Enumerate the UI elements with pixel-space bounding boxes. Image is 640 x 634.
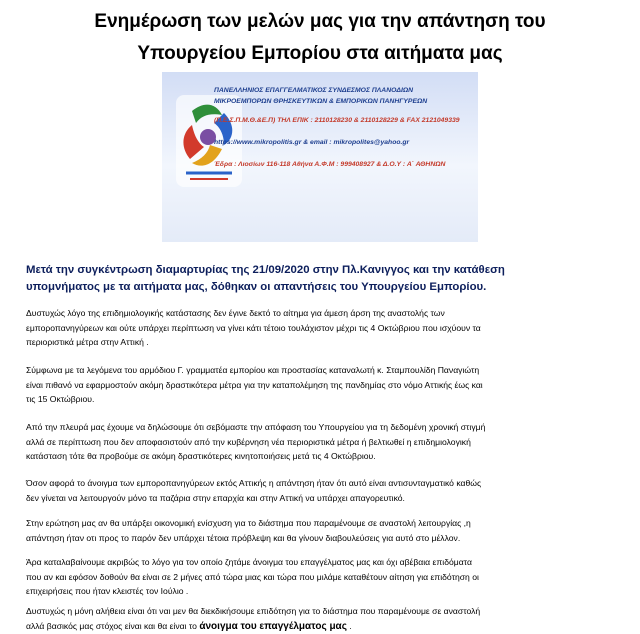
paragraph-3-line: κατάσταση τότε θα προβούμε σε ακόμη δραστικότερες κινητοποιήσεις μετά τις 4 Οκτώβριου. bbox=[26, 451, 376, 461]
paragraph-1-line: Δυστυχώς λόγο της επιδημιολογικής κατάστασης δεν έγινε δεκτό το αίτημα για άμεση άρση της αναστολής των bbox=[26, 308, 445, 318]
title-line-1: Ενημέρωση των μελών μας για την απάντηση του bbox=[94, 11, 546, 32]
banner-line-3: (Π.Ε.Σ.Π.Μ.Θ.&Ε.Π) ΤΗΛ ΕΠΙΚ : 2110128230 & 2110128229 & FAX 2121049339 bbox=[214, 117, 460, 124]
paragraph-4-line: δεν γίνεται να λειτουργούν μόνο τα παζάρια στην επαρχία και στην Αττική να υπάρχει απαγορευτικό. bbox=[26, 492, 405, 503]
emphasis-text: άνοιγμα του επαγγέλματος μας bbox=[199, 620, 347, 632]
association-banner bbox=[162, 72, 478, 242]
paragraph-7-text: αλλά βασικός μας στόχος είναι και θα είναι το bbox=[26, 620, 200, 631]
paragraph-6-line: Άρα καταλαβαίνουμε ακριβώς το λόγο για τον οποίο ζητάμε άνοιγμα του επαγγέλματος μας και όχι αβέβαια επιδόματα bbox=[26, 557, 472, 567]
paragraph-1 bbox=[26, 306, 618, 350]
paragraph-2-line: τις 15 Οκτώβριου. bbox=[26, 394, 95, 404]
paragraph-3-line: αλλά σε περίπτωση που δεν αποφασιστούν από την κυβέρνηση νέα περιοριστικά μέτρα ή βελτιωθεί η επιδημιολογική bbox=[26, 436, 471, 447]
paragraph-7-line: Δυστυχώς η μόνη αλήθεια είναι ότι ναι μεν θα διεκδικήσουμε επιδότηση για το διάστημα που παραμένουμε σε αναστολή bbox=[26, 606, 481, 616]
paragraph-2 bbox=[26, 363, 618, 407]
paragraph-7-text: . bbox=[346, 620, 352, 631]
paragraph-1-line: εμποροπανηγύρεων και ούτε υπάρχει περίπτωση να γίνει κάτι τέτοιο τουλάχιστον μέχρι τις 4 Οκτώβριου που ισχύουν τα bbox=[26, 322, 481, 333]
banner-line-4: https://www.mikropolitis.gr & email : mikropolites@yahoo.gr bbox=[214, 139, 410, 146]
paragraph-5-line: Στην ερώτηση μας αν θα υπάρξει οικονομική ενίσχυση για το διάστημα που παραμένουμε σε αναστολή λειτουργίας ,η bbox=[26, 518, 471, 528]
paragraph-5-line: απάντηση ήταν οτι προς το παρόν δεν υπάρχει τέτοια πρόβλεψη και θα γίνουν διαβουλεύσεις για αυτό στο μέλλον. bbox=[26, 532, 461, 543]
banner-line-5: Έδρα : Λιοσίων 116-118 Αθήνα Α.Φ.Μ : 999408927 & Δ.Ο.Υ : Α΄ ΑΘΗΝΩΝ bbox=[214, 161, 446, 168]
banner-line-2: ΜΙΚΡΟΕΜΠΟΡΩΝ ΘΡΗΣΚΕΥΤΙΚΩΝ & ΕΜΠΟΡΙΚΩΝ ΠΑΝΗΓΥΡΕΩΝ bbox=[214, 98, 428, 105]
banner-line-1: ΠΑΝΕΛΛΗΝΙΟΣ ΕΠΑΓΓΕΛΜΑΤΙΚΟΣ ΣΥΝΔΕΣΜΟΣ ΠΛΑΝΟΔΙΩΝ bbox=[214, 87, 414, 94]
paragraph-6-line: επιχειρήσεις που ήταν κλειστές τον Ιούλιο . bbox=[26, 586, 189, 596]
intro-line-1: Μετά την συγκέντρωση διαμαρτυρίας της 21/09/2020 στην Πλ.Κανιγγος και την κατάθεση bbox=[26, 264, 505, 276]
paragraph-7-line bbox=[26, 619, 618, 634]
paragraph-4 bbox=[26, 476, 618, 505]
paragraph-5 bbox=[26, 516, 618, 545]
paragraph-4-line: Όσον αφορά το άνοιγμα των εμποροπανηγύρεων εκτός Αττικής η απάντηση ήταν ότι αυτό είναι αντισυνταγματικό καθώς bbox=[26, 478, 482, 488]
paragraph-3-line: Από την πλευρά μας έχουμε να δηλώσουμε ότι σεβόμαστε την απόφαση του Υπουργείου για τη δεδομένη χρονική στιγμή bbox=[26, 422, 486, 432]
paragraph-7 bbox=[26, 604, 618, 634]
paragraph-6 bbox=[26, 555, 618, 599]
title-line-2: Υπουργείου Εμπορίου στα αιτήματα μας bbox=[137, 43, 503, 64]
paragraph-2-line: είναι πιθανό να εφαρμοστούν ακόμη δραστικότερα μέτρα για την καταπολέμηση της πανδημίας στο νόμο Αττικής έως και bbox=[26, 379, 483, 390]
intro-line-2: υπομνήματος με τα αιτήματα μας, δόθηκαν οι απαντήσεις του Υπουργείου Εμπορίου. bbox=[26, 281, 487, 293]
paragraph-6-line: που αν και εφόσον δοθούν θα είναι σε 2 μήνες από τώρα μιας και τώρα που μιλάμε καταθέτουν αίτηση για επιδότηση οι bbox=[26, 571, 479, 582]
paragraph-3 bbox=[26, 420, 618, 464]
paragraph-1-line: περιοριστικά μέτρα στην Αττική . bbox=[26, 337, 149, 347]
paragraph-2-line: Σύμφωνα με τα λεγόμενα του αρμόδιου Γ. γραμματέα εμπορίου και προστασίας καταναλωτή κ. Σταμπουλίδη Παναγιώτη bbox=[26, 365, 480, 375]
